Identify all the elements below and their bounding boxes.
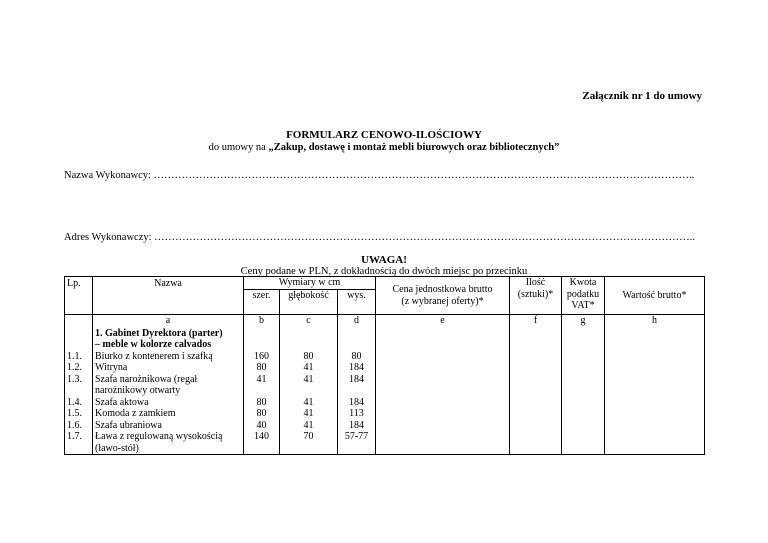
form-title: FORMULARZ CENOWO-ILOŚCIOWY xyxy=(286,129,482,141)
header-depth: głębokość xyxy=(280,290,338,304)
row-gross xyxy=(605,431,705,455)
row-name-line1: Szafa narożnikowa (regał xyxy=(95,373,198,385)
row-quantity xyxy=(510,420,562,432)
row-depth: 70 xyxy=(280,431,338,455)
row-unit-price xyxy=(376,420,510,432)
column-letter-f: f xyxy=(510,315,562,328)
row-width: 80 xyxy=(244,362,280,374)
table-row xyxy=(65,374,705,397)
row-width: 80 xyxy=(244,397,280,409)
price-table-container xyxy=(64,276,704,455)
price-quantity-table xyxy=(64,276,705,455)
row-gross xyxy=(605,374,705,397)
contractor-address-field: Adres Wykonawczy: ……………………………………………………………………………………………………………………………………….. xyxy=(64,232,695,243)
row-name xyxy=(93,374,244,397)
table-header-row xyxy=(65,277,705,290)
row-depth: 41 xyxy=(280,408,338,420)
row-unit-price xyxy=(376,374,510,397)
row-lp: 1.2. xyxy=(65,362,93,374)
row-height: 184 xyxy=(338,362,376,374)
header-lp: Lp. xyxy=(65,277,93,315)
row-quantity xyxy=(510,431,562,455)
row-name-line2: narożnikowy otwarty xyxy=(95,385,181,396)
row-name-line2: (ławo-stół) xyxy=(95,442,139,454)
row-width: 160 xyxy=(244,351,280,363)
row-quantity xyxy=(510,351,562,363)
header-unit-price-note: (z wybranej oferty)* xyxy=(401,295,484,307)
row-lp: 1.5. xyxy=(65,408,93,420)
subtitle-prefix: do umowy na xyxy=(208,142,269,153)
row-depth: 41 xyxy=(280,397,338,409)
row-lp: 1.3. xyxy=(65,374,93,397)
row-gross xyxy=(605,362,705,374)
row-name-line1: Komoda z zamkiem xyxy=(95,408,176,419)
row-depth: 41 xyxy=(280,420,338,432)
header-width: szer. xyxy=(244,290,280,304)
row-height: 57-77 xyxy=(338,431,376,455)
header-dimensions: Wymiary w cm xyxy=(244,277,376,290)
row-quantity xyxy=(510,374,562,397)
row-height: 184 xyxy=(338,374,376,397)
header-vat-line1: Kwota xyxy=(569,277,597,288)
table-row xyxy=(65,397,705,409)
column-letter-h: h xyxy=(605,315,705,328)
row-vat xyxy=(562,362,605,374)
header-unit-price xyxy=(376,277,510,315)
row-depth: 80 xyxy=(280,351,338,363)
form-subtitle xyxy=(0,142,768,153)
table-item-rows xyxy=(65,351,705,455)
table-section-row xyxy=(65,328,705,351)
row-height: 184 xyxy=(338,420,376,432)
row-height: 184 xyxy=(338,397,376,409)
row-name-line1: Biurko z kontenerem i szafką xyxy=(95,350,213,362)
row-height: 113 xyxy=(338,408,376,420)
row-name xyxy=(93,351,244,363)
notice-text: Ceny podane w PLN, z dokładnością do dwóch miejsc po przecinku xyxy=(240,266,528,277)
row-quantity xyxy=(510,397,562,409)
column-letter-e: e xyxy=(376,315,510,328)
row-name xyxy=(93,408,244,420)
row-depth: 41 xyxy=(280,362,338,374)
column-letter-b: b xyxy=(244,315,280,328)
header-height: wys. xyxy=(338,290,376,304)
column-letter-c: c xyxy=(280,315,338,328)
row-name-line1: Szafa ubraniowa xyxy=(95,419,162,431)
row-quantity xyxy=(510,408,562,420)
row-vat xyxy=(562,431,605,455)
row-unit-price xyxy=(376,431,510,455)
row-vat xyxy=(562,408,605,420)
row-name xyxy=(93,431,244,455)
header-quantity-unit: (sztuki)* xyxy=(517,288,554,300)
header-name: Nazwa xyxy=(93,277,244,315)
table-row xyxy=(65,362,705,374)
row-unit-price xyxy=(376,397,510,409)
row-lp: 1.7. xyxy=(65,431,93,455)
row-lp: 1.6. xyxy=(65,420,93,432)
row-unit-price xyxy=(376,362,510,374)
row-unit-price xyxy=(376,408,510,420)
row-width: 80 xyxy=(244,408,280,420)
row-gross xyxy=(605,408,705,420)
header-quantity xyxy=(510,277,562,315)
row-name xyxy=(93,420,244,432)
column-letter-d: d xyxy=(338,315,376,328)
section-title xyxy=(93,328,244,351)
column-letter-g: g xyxy=(562,315,605,328)
row-width: 40 xyxy=(244,420,280,432)
section-title-line1: 1. Gabinet Dyrektora (parter) xyxy=(95,327,223,339)
header-unit-price-label: Cena jednostkowa brutto xyxy=(392,284,493,295)
row-gross xyxy=(605,397,705,409)
row-lp: 1.4. xyxy=(65,397,93,409)
row-gross xyxy=(605,420,705,432)
column-letter-a: a xyxy=(93,315,244,328)
row-depth: 41 xyxy=(280,374,338,397)
contractor-name-field: Nazwa Wykonawcy: ……………………………………………………………………………………………………………………………………….. xyxy=(64,170,695,181)
row-vat xyxy=(562,397,605,409)
table-letters-row xyxy=(65,315,705,328)
row-unit-price xyxy=(376,351,510,363)
row-name-line1: Szafa aktowa xyxy=(95,396,149,408)
row-vat xyxy=(562,351,605,363)
subtitle-contract-name: „Zakup, dostawę i montaż mebli biurowych oraz bibliotecznych” xyxy=(268,142,560,153)
header-gross: Wartość brutto* xyxy=(605,277,705,315)
notice-title: UWAGA! xyxy=(361,254,407,266)
row-name xyxy=(93,397,244,409)
table-row xyxy=(65,420,705,432)
row-width: 140 xyxy=(244,431,280,455)
row-name-line1: Ława z regulowaną wysokością xyxy=(95,431,223,442)
header-quantity-label: Ilość xyxy=(525,277,546,288)
header-vat xyxy=(562,277,605,315)
row-gross xyxy=(605,351,705,363)
table-row xyxy=(65,351,705,363)
row-name xyxy=(93,362,244,374)
row-quantity xyxy=(510,362,562,374)
row-height: 80 xyxy=(338,351,376,363)
attachment-label: Załącznik nr 1 do umowy xyxy=(582,90,702,102)
header-vat-line2: podatku xyxy=(566,288,600,300)
table-row xyxy=(65,408,705,420)
row-vat xyxy=(562,420,605,432)
row-name-line1: Witryna xyxy=(95,362,128,373)
row-vat xyxy=(562,374,605,397)
header-vat-line3: VAT* xyxy=(571,300,595,311)
row-lp: 1.1. xyxy=(65,351,93,363)
table-row xyxy=(65,431,705,455)
section-title-line2: – meble w kolorze calvados xyxy=(95,339,212,350)
row-width: 41 xyxy=(244,374,280,397)
